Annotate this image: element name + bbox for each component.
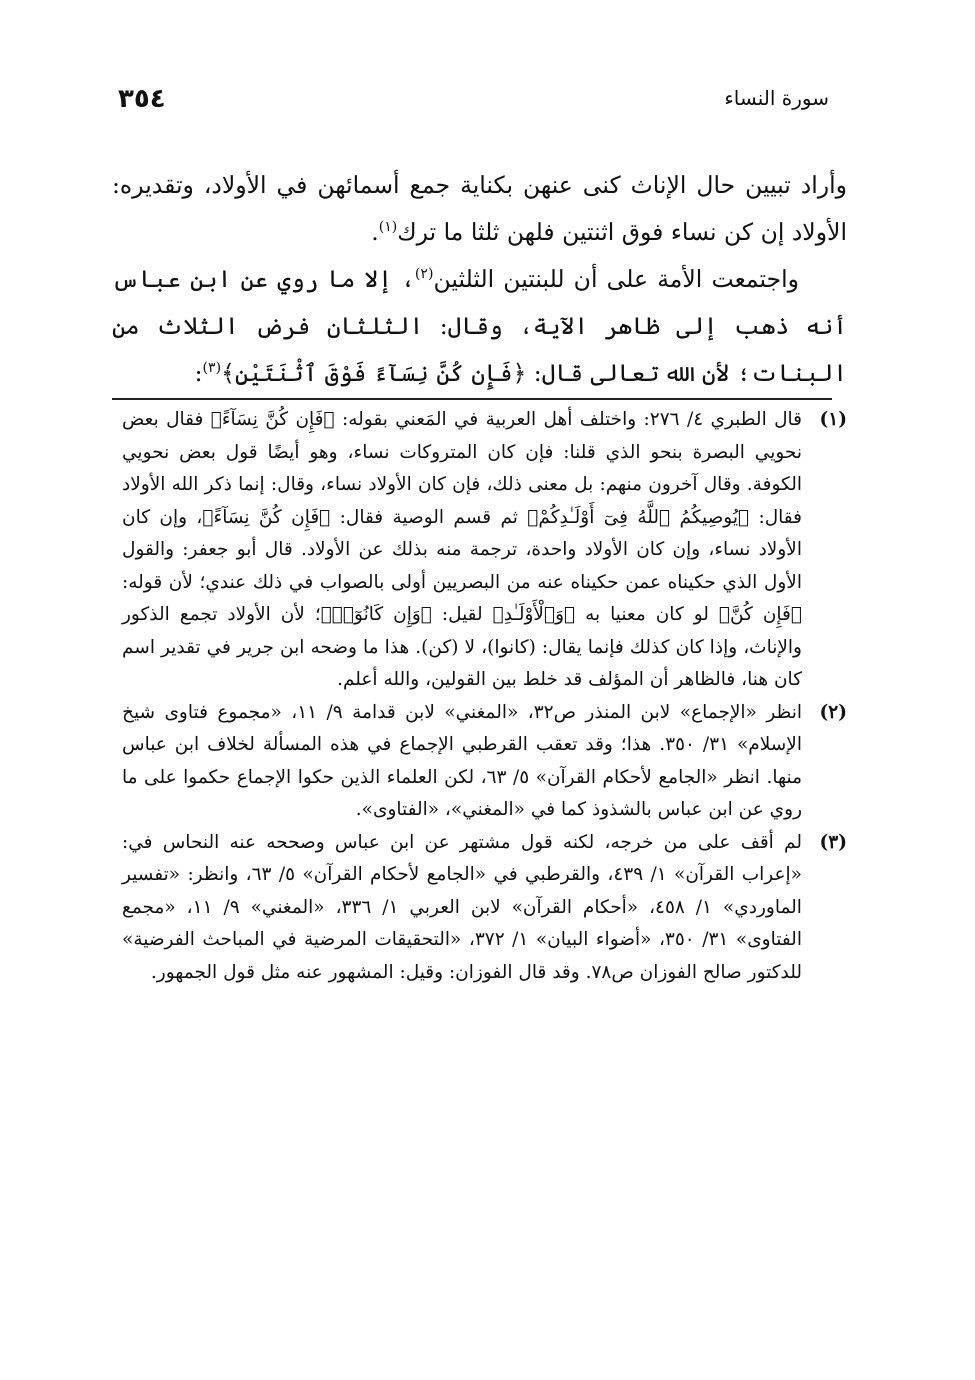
footnote	[122, 404, 847, 697]
footnote-text: قال الطبري ٤/ ٢٧٦: واختلف أهل العربية في المَعني بقوله: ﴿فَإِن كُنَّ نِسَآءً﴾ فقال بعض نحويي البصرة بنحو الذي قلنا: فإن كان المتروكات نساء، وهو أيضًا قول بعض نحويي الكوفة. وقال آخرون منهم: بل معنى ذلك، فإن كان الأولاد نساء، وقال: إنما ذكر الله الأولاد فقال: ﴿يُوصِيكُمُ ٱللَّهُ فِىٓ أَوْلَـٰدِكُمْ﴾ ثم قسم الوصية فقال: ﴿فَإِن كُنَّ نِسَآءً﴾، وإن كان الأولاد نساء، وإن كان الأولاد واحدة، ترجمة منه بذلك عن الأولاد. قال أبو جعفر: والقول الأول الذي حكيناه عمن حكيناه عنه من البصريين أولى بالصواب في ذلك عندي؛ لأن قوله: ﴿فَإِن كُنَّ﴾ لو كان معنيا به ﴿وَٱلْأَوْلَـٰدِ﴾ لقيل: ﴿وَإِن كَانُوٓا۟﴾؛ لأن الأولاد تجمع الذكور والإناث، وإذا كان كذلك فإنما يقال: (كانوا)، لا (كن). هذا ما وضحه ابن جرير في تقدير اسم كان هنا، فالظاهر أن المؤلف قد خلط بين القولين، والله أعلم.	[122, 409, 802, 690]
main-text	[112, 162, 847, 397]
footnote-number: (١)	[819, 409, 847, 430]
footnote-text: انظر «الإجماع» لابن المنذر ص٣٢، «المغني» لابن قدامة ٩/ ١١، «مجموع فتاوى شيخ الإسلام» ٣١/ ٣٥٠. هذا؛ وقد تعقب القرطبي الإجماع في هذه المسألة لخلاف ابن عباس منها. انظر «الجامع لأحكام القرآن» ٥/ ٦٣، لكن العلماء الذين حكوا الإجماع حكموا على ما روي عن ابن عباس بالشذوذ كما في «المغني»، «الفتاوى».	[122, 701, 802, 820]
paragraph-tail: .	[371, 218, 379, 246]
footnote-number: (٣)	[819, 831, 847, 853]
footnote	[122, 697, 847, 827]
footnotes	[122, 404, 847, 989]
paragraph-text: واجتمعت الأمة على أن للبنتين الثلثين	[433, 265, 800, 293]
surah-title: سورة النساء	[724, 86, 829, 110]
paragraph-text: ، إلا ما روي عن ابن عباس أنه ذهب إلى ظاهر الآية، وقال: الثلثان فرض الثلاث من البنات؛ لأن الله تعالى قال: ﴿فَإِن كُنَّ نِسَآءً فَوْقَ ٱثْنَتَيْنِ﴾	[112, 265, 847, 387]
footnote-ref: (١)	[378, 219, 398, 236]
page-number: ٣٥٤	[118, 84, 166, 114]
paragraph-tail: :	[194, 359, 203, 387]
footnote-text: لم أقف على من خرجه، لكنه قول مشتهر عن ابن عباس وصححه عنه النحاس في: «إعراب القرآن» ١/ ٤٣٩، والقرطبي في «الجامع لأحكام القرآن» ٥/ ٦٣، وانظر: «تفسير الماوردي» ١/ ٤٥٨، «أحكام القرآن» لابن العربي ١/ ٣٣٦، «المغني» ٩/ ١١، «مجمع الفتاوى» ٣١/ ٣٥٠، «أضواء البيان» ١/ ٣٧٢، «التحقيقات المرضية في المباحث الفرضية» للدكتور صالح الفوزان ص٧٨. وقد قال الفوزان: وقيل: المشهور عنه مثل قول الجمهور.	[122, 831, 802, 983]
paragraph-text: وأراد تبيين حال الإناث كنى عنهن بكناية جمع أسمائهن في الأولاد، وتقديره: الأولاد إن كن نساء فوق اثنتين فلهن ثلثا ما ترك	[112, 171, 847, 246]
footnote	[122, 827, 847, 990]
page-header	[118, 84, 857, 124]
main-paragraph	[112, 162, 847, 256]
footnote-number: (٢)	[819, 701, 847, 723]
footnote-ref: (٢)	[414, 266, 434, 283]
footnote-separator	[112, 398, 832, 400]
main-paragraph	[112, 256, 847, 397]
footnote-ref: (٣)	[202, 360, 222, 377]
